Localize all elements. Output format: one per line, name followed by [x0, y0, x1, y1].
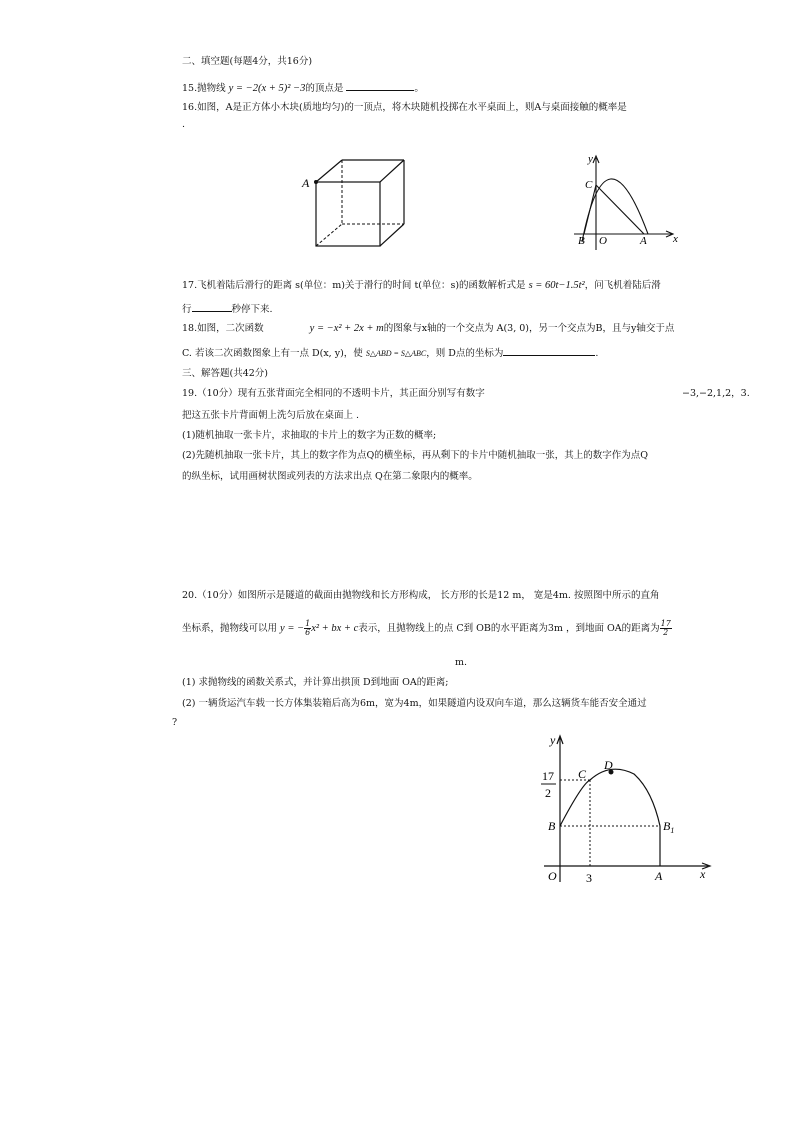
q18-line2-b: ，则 D点的坐标为 — [426, 348, 504, 359]
q15-answer-blank[interactable] — [346, 80, 414, 91]
question-20-line1: 20.（10分）如图所示是隧道的截面由抛物线和长方形构成， 长方形的长是12 m， 宽是4m. 按照图中所示的直角 — [182, 590, 660, 601]
q15-formula: y = −2(x + 5)² −3 — [228, 83, 306, 94]
question-18 — [182, 322, 674, 336]
label-c: C — [585, 179, 593, 191]
label-b: B — [578, 235, 585, 247]
tunnel-label-a: A — [655, 869, 663, 883]
tunnel-label-b: B — [548, 819, 556, 833]
q18-answer-blank[interactable] — [503, 345, 595, 356]
question-18-line2 — [182, 345, 598, 361]
cube-figure — [290, 150, 410, 255]
q15-suffix: 的顶点是 — [305, 83, 344, 94]
tunnel-dashed-lines — [560, 780, 660, 866]
tunnel-label-c: C — [578, 767, 587, 781]
question-17-cont — [182, 301, 273, 317]
question-19-line1: 19.（10分）现有五张背面完全相同的不透明卡片，其正面分别写有数字 — [182, 388, 485, 399]
q17-cont-prefix: 行 — [182, 304, 192, 315]
cube-front-face — [316, 182, 380, 246]
question-20-line2 — [182, 618, 672, 640]
q18-prefix: 18.如图，二次函数 — [182, 323, 264, 334]
label-x: x — [673, 233, 678, 245]
question-16-cont: . — [182, 119, 186, 130]
cube-label-a: A — [302, 176, 310, 190]
tunnel-label-y: y — [550, 733, 556, 747]
tunnel-label-2: 2 — [545, 786, 551, 800]
section-2-heading: 二、填空题(每题4分，共16分) — [182, 56, 313, 67]
question-20-part1: (1) 求抛物线的函数关系式，并计算出拱顶 D到地面 OA的距离; — [182, 677, 449, 688]
question-19-line2: 把这五张卡片背面朝上洗匀后放在桌面上 . — [182, 410, 360, 421]
question-16: 16.如图，A是正方体小木块(质地均匀)的一顶点，将木块随机投掷在水平桌面上，则A与桌面接触的概率是 — [182, 102, 627, 113]
q20-frac-den: 6 — [305, 628, 311, 637]
tunnel-label-b1: $B_1$ — [663, 819, 675, 835]
tunnel-figure — [530, 732, 720, 887]
label-o: O — [599, 235, 607, 247]
q20-frac2-num: 17 — [660, 619, 671, 628]
q20-formula-y: y = − — [280, 623, 305, 634]
question-19-numbers: −3,−2,1,2，3. — [682, 388, 750, 399]
q17-cont-suffix: 秒停下来. — [231, 304, 273, 315]
question-20-unit: m. — [455, 657, 468, 668]
tunnel-label-d: D — [604, 758, 613, 772]
question-17 — [182, 279, 661, 293]
q20-line2-b: 表示，且抛物线上的点 C到 OB的水平距离为3m ，到地面 OA的距离为 — [358, 623, 660, 634]
question-19-part1: (1)随机抽取一张卡片，求抽取的卡片上的数字为正数的概率; — [182, 430, 437, 441]
q20-frac-num: 1 — [305, 619, 311, 628]
q18-formula2: S△ABD = S△ABC — [365, 349, 427, 358]
label-a: A — [640, 235, 647, 247]
parabola-figure — [570, 150, 685, 250]
label-y: y — [588, 153, 593, 165]
q20-formula-rest: x² + bx + c — [311, 623, 359, 634]
tunnel-label-3: 3 — [586, 871, 592, 885]
question-19-part2a: (2)先随机抽取一张卡片，其上的数字作为点Q的横坐标，再从剩下的卡片中随机抽取一张，其上的数字作为点Q — [182, 450, 649, 461]
tunnel-label-17: 17 — [542, 769, 554, 783]
question-20-part2-end: ? — [172, 717, 178, 728]
q18-line2-a: C. 若该二次函数图象上有一点 D(x, y)，使 — [182, 348, 363, 359]
q20-fraction-2 — [660, 620, 672, 637]
q18-formula: y = −x² + 2x + m — [309, 323, 384, 334]
question-20-part2: (2) 一辆货运汽车载一长方体集装箱后高为6m，宽为4m，如果隧道内设双向车道，那么这辆货车能否安全通过 — [182, 698, 647, 709]
q17-answer-blank[interactable] — [192, 301, 232, 312]
tunnel-label-x: x — [700, 867, 706, 881]
q18-line2-end: . — [595, 348, 599, 359]
section-3-heading: 三、解答题(共42分) — [182, 368, 269, 379]
line-ca — [596, 185, 644, 234]
q18-mid: 的图象与x轴的一个交点为 A(3, 0)，另一个交点为B，且与y轴交于点 — [383, 323, 675, 334]
q17-text: 17.飞机着陆后滑行的距离 s(单位：m)关于滑行的时间 t(单位：s)的函数解析式是 — [182, 280, 526, 291]
cube-vertex-a — [314, 180, 318, 184]
tunnel-parabola — [560, 769, 660, 826]
question-15 — [182, 80, 424, 96]
q15-prefix: 15.抛物线 — [182, 83, 226, 94]
tunnel-label-o: O — [548, 869, 557, 883]
q17-text2: ，问飞机着陆后滑 — [584, 280, 661, 291]
q15-end: 。 — [414, 83, 424, 94]
q20-line2-a: 坐标系，抛物线可以用 — [182, 623, 278, 634]
q17-formula: s = 60t−1.5t² — [528, 280, 585, 291]
question-19-part2b: 的纵坐标，试用画树状图或列表的方法求出点 Q在第二象限内的概率。 — [182, 471, 478, 482]
line-bc — [584, 185, 596, 234]
q20-frac2-den: 2 — [663, 628, 669, 637]
